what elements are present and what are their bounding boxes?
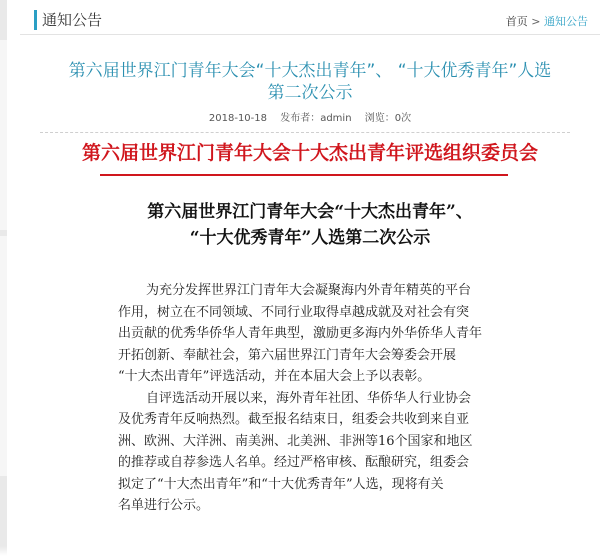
body-paragraph [118, 388, 510, 517]
view-count: 浏览：0次 [364, 113, 412, 124]
article-title-line: 第二次公示 [267, 83, 353, 103]
publish-date: 2018-10-18 [208, 113, 268, 124]
left-gutter [0, 0, 7, 556]
body-line: 自评选活动开展以来，海外青年社团、华侨华人行业协会 [146, 390, 472, 406]
announcement-body [118, 280, 510, 517]
bottom-fade [0, 546, 600, 556]
publisher: 发布者：admin [280, 113, 352, 124]
body-line: 出贡献的优秀华侨华人青年典型，激励更多海内外华侨华人青年 [118, 326, 483, 341]
announcement-title-line: 第六届世界江门青年大会“十大杰出青年”、 [147, 202, 473, 222]
breadcrumb-separator: > [527, 15, 544, 28]
gutter-panel [0, 40, 7, 230]
body-paragraph [118, 280, 510, 388]
document-banner: 第六届世界江门青年大会十大杰出青年评选组织委员会 [81, 142, 538, 164]
section-header [20, 6, 600, 35]
body-line: 开拓创新、奉献社会，第六届世界江门青年大会筹委会开展 [118, 347, 457, 363]
body-line: 名单进行公示。 [118, 498, 210, 513]
announcement-title [20, 199, 600, 251]
section-title: 通知公告 [42, 11, 103, 29]
article-meta [20, 113, 600, 125]
breadcrumb [506, 15, 588, 29]
article-title [20, 60, 600, 104]
body-line: 的推荐或自荐参选人名单。经过严格审核、酝酿研究，组委会 [118, 455, 470, 470]
body-line: “十大杰出青年”评选活动，并在本届大会上予以表彰。 [118, 369, 431, 384]
banner-red-rule [100, 174, 508, 176]
body-line: 为充分发挥世界江门青年大会凝聚海内外青年精英的平台 [146, 283, 472, 298]
breadcrumb-home-link[interactable]: 首页 [505, 15, 528, 28]
article-title-line: 第六届世界江门青年大会“十大杰出青年”、 “十大优秀青年”人选 [68, 61, 552, 81]
announcement-title-line: “十大优秀青年”人选第二次公示 [189, 228, 431, 248]
header-accent-bar [34, 10, 37, 30]
meta-divider [40, 132, 570, 133]
gutter-panel [0, 236, 7, 476]
body-line: 及优秀青年反响热烈。截至报名结束日，组委会共收到来自亚 [118, 412, 470, 427]
body-line: 作用，树立在不同领域、不同行业取得卓越成就及对社会有突 [118, 304, 470, 320]
body-line: 拟定了“十大杰出青年”和“十大优秀青年”人选，现将有关 [118, 476, 444, 492]
body-line: 洲、欧洲、大洋洲、南美洲、北美洲、非洲等16个国家和地区 [118, 433, 473, 449]
breadcrumb-current-link[interactable]: 通知公告 [544, 15, 588, 28]
